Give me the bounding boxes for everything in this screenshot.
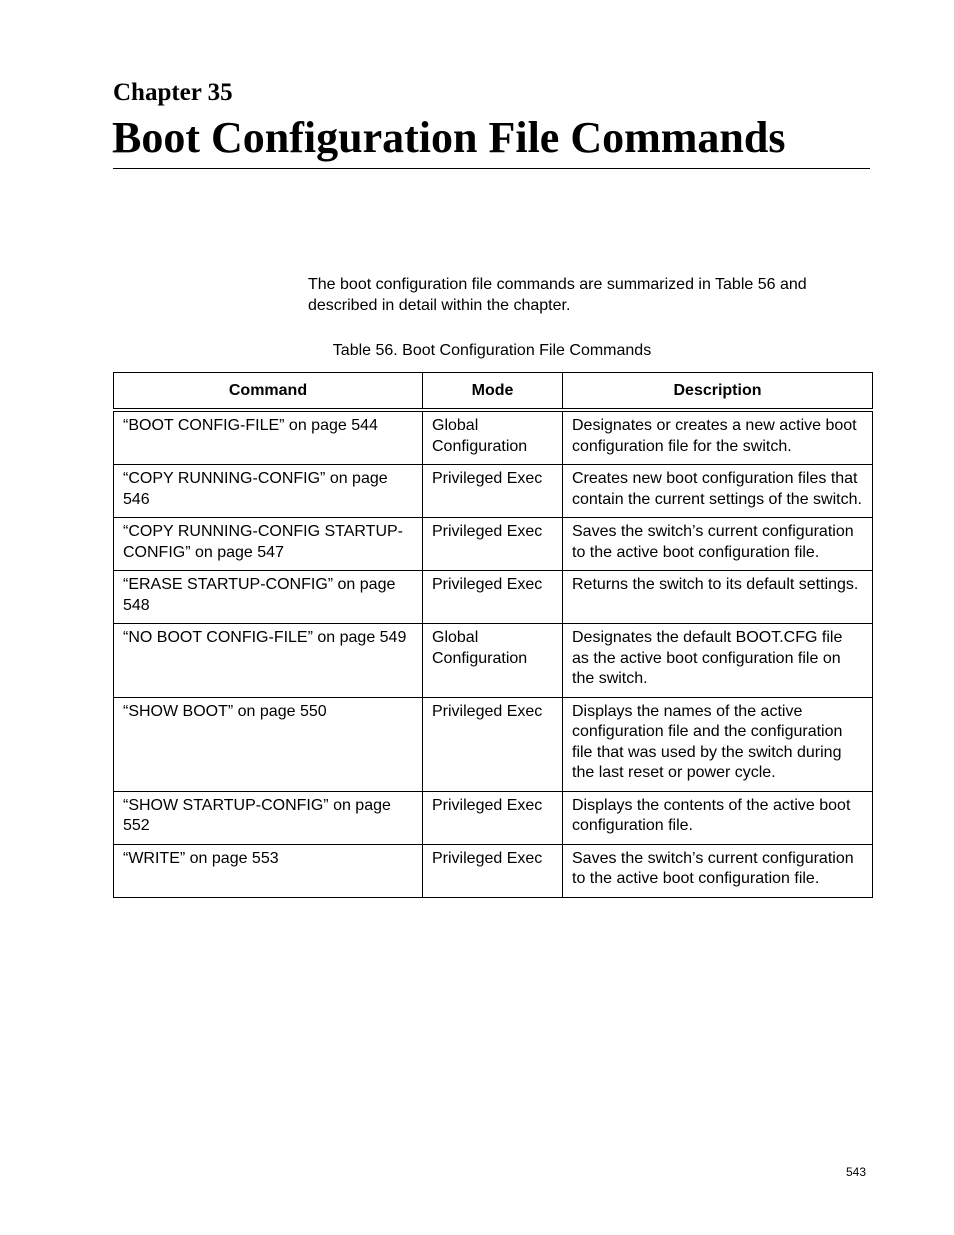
intro-paragraph: The boot configuration file commands are summarized in Table 56 and described in detail within the chapter. [308,276,807,314]
mode-cell: Privileged Exec [423,518,563,571]
chapter-label: Chapter 35 [113,79,233,106]
description-cell: Saves the switch’s current configuration to the active boot configuration file. [563,518,873,571]
mode-cell: Privileged Exec [423,844,563,897]
command-cell[interactable]: “SHOW BOOT” on page 550 [114,697,423,791]
description-cell: Returns the switch to its default settings. [563,571,873,624]
table-row [114,410,873,465]
column-header-command: Command [114,373,423,411]
description-cell: Designates or creates a new active boot configuration file for the switch. [563,410,873,465]
page-number: 543 [846,1165,867,1179]
command-cell[interactable]: “NO BOOT CONFIG-FILE” on page 549 [114,624,423,698]
mode-cell: Global Configuration [423,624,563,698]
mode-cell: Privileged Exec [423,791,563,844]
description-cell: Creates new boot configuration files that contain the current settings of the switch. [563,465,873,518]
table-row [114,465,873,518]
command-cell[interactable]: “BOOT CONFIG-FILE” on page 544 [114,410,423,465]
command-cell[interactable]: “COPY RUNNING-CONFIG” on page 546 [114,465,423,518]
mode-cell: Privileged Exec [423,697,563,791]
command-cell[interactable]: “WRITE” on page 553 [114,844,423,897]
mode-cell: Global Configuration [423,410,563,465]
page-title: Boot Configuration File Commands [112,113,786,162]
command-cell[interactable]: “SHOW STARTUP-CONFIG” on page 552 [114,791,423,844]
column-header-description: Description [563,373,873,411]
command-cell[interactable]: “ERASE STARTUP-CONFIG” on page 548 [114,571,423,624]
table-row [114,697,873,791]
description-cell: Saves the switch’s current configuration to the active boot configuration file. [563,844,873,897]
description-cell: Displays the contents of the active boot configuration file. [563,791,873,844]
command-cell[interactable]: “COPY RUNNING-CONFIG STARTUP-CONFIG” on page 547 [114,518,423,571]
description-cell: Designates the default BOOT.CFG file as the active boot configuration file on the switch. [563,624,873,698]
mode-cell: Privileged Exec [423,465,563,518]
description-cell: Displays the names of the active configuration file and the configuration file that was used by the switch during the last reset or power cycle. [563,697,873,791]
mode-cell: Privileged Exec [423,571,563,624]
table-caption: Table 56. Boot Configuration File Commands [332,342,652,359]
commands-table [113,372,873,898]
table-row [114,624,873,698]
column-header-mode: Mode [423,373,563,411]
table-row [114,844,873,897]
title-rule [113,168,870,169]
table-header-row [114,373,873,411]
table-row [114,571,873,624]
table-row [114,518,873,571]
table-row [114,791,873,844]
